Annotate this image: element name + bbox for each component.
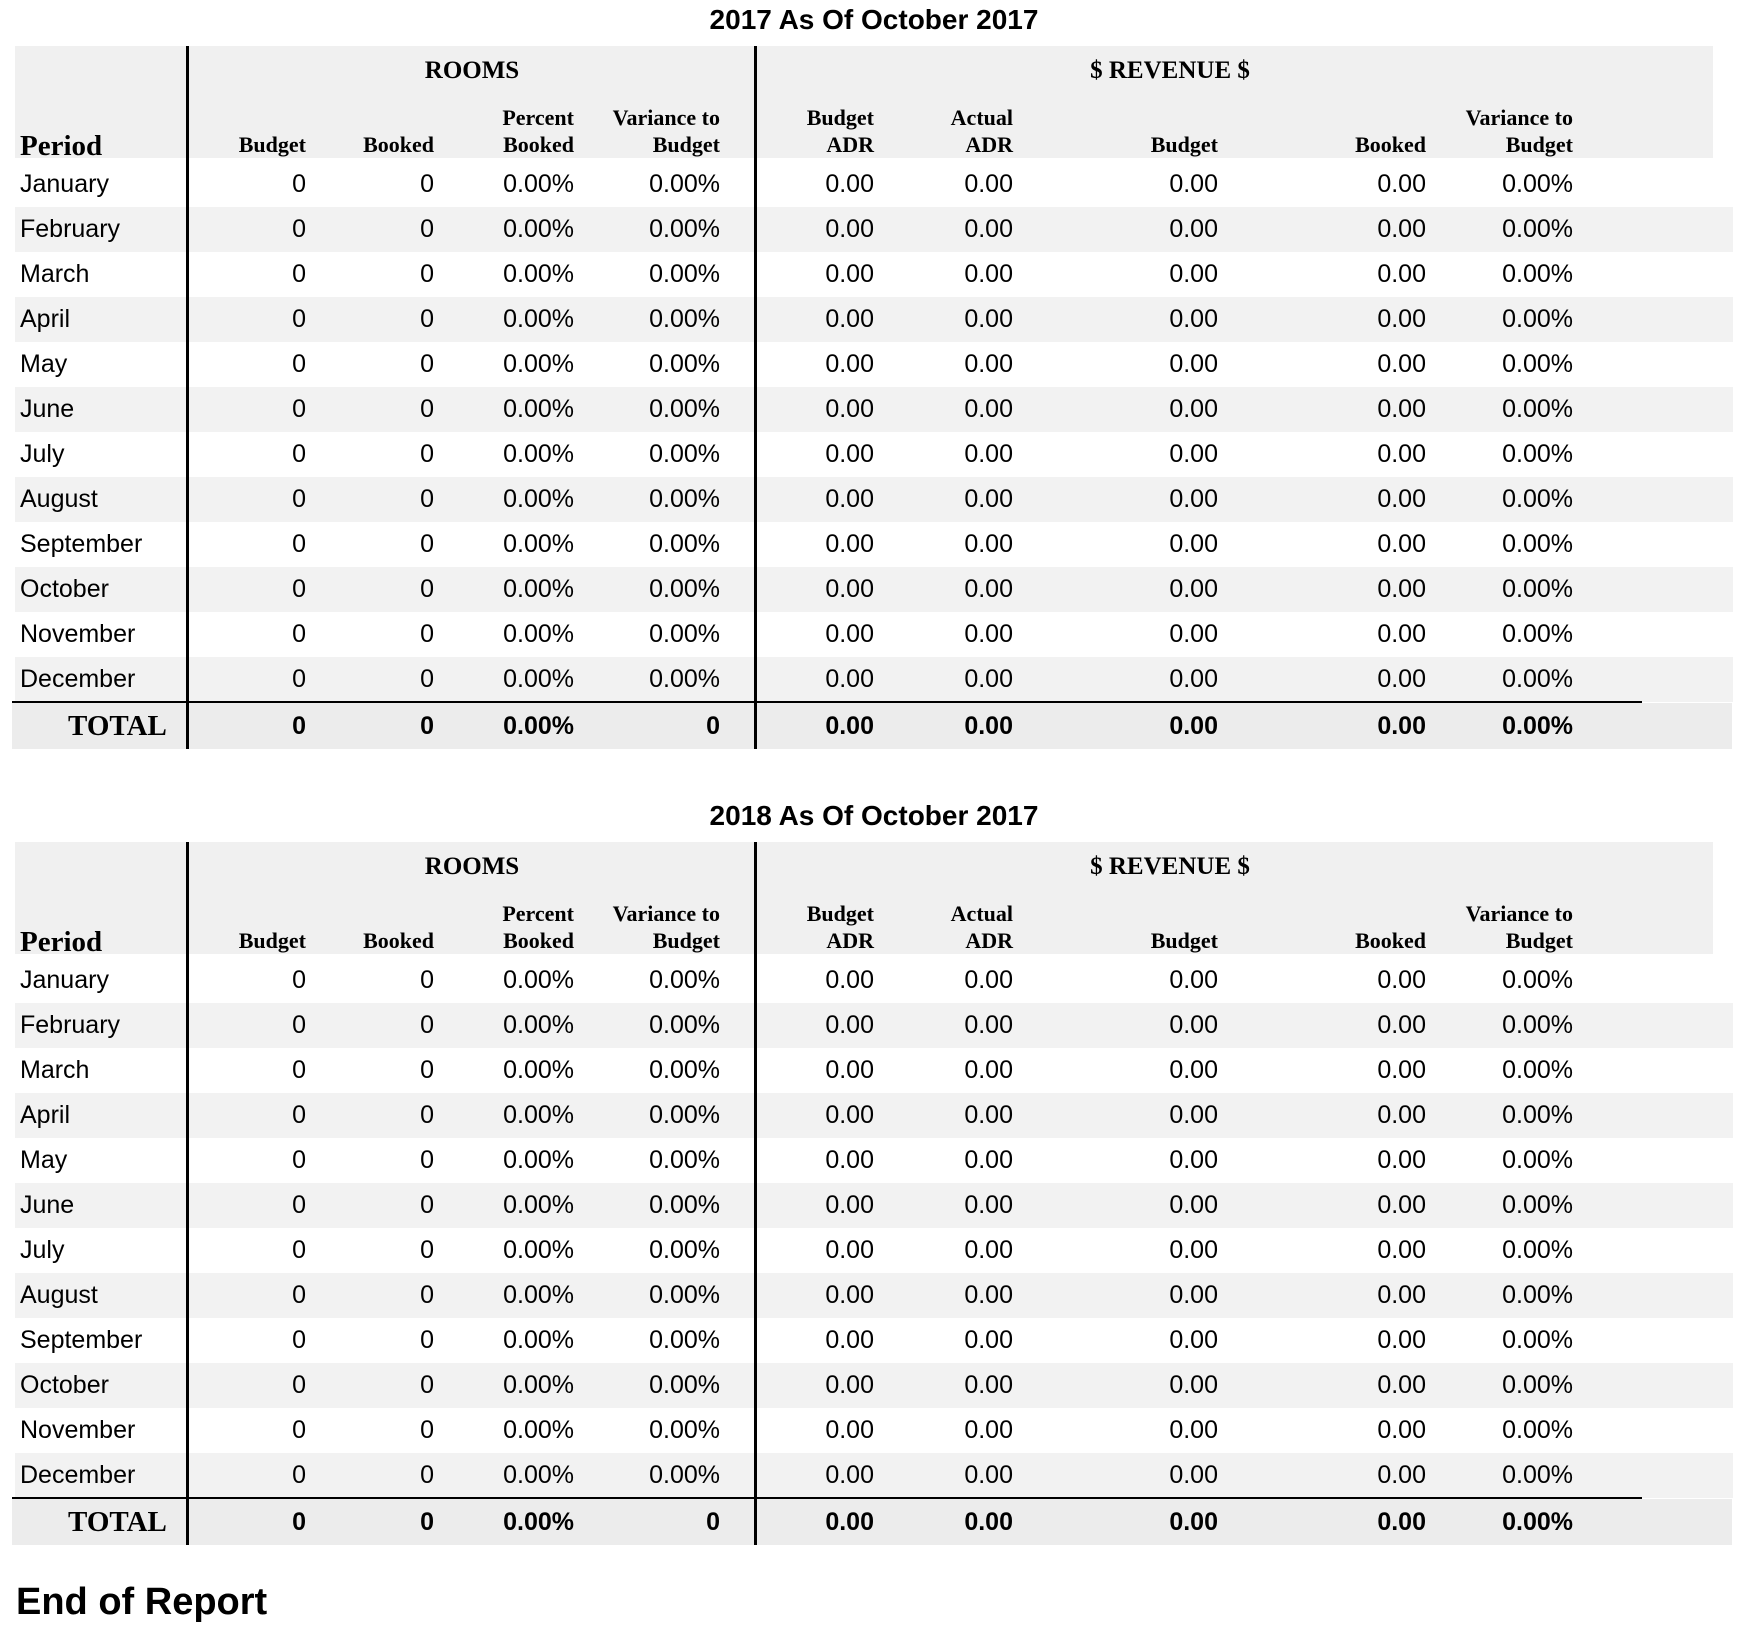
rooms-revenue-divider-line <box>754 842 757 1545</box>
value-cell: 0.00 <box>1377 1011 1426 1039</box>
section-title: 2018 As Of October 2017 <box>709 800 1039 831</box>
period-cell: July <box>20 1236 65 1264</box>
period-cell: April <box>20 305 71 333</box>
value-cell: 0 <box>292 575 306 603</box>
value-cell: 0.00% <box>503 395 574 423</box>
value-cell: 0.00 <box>1169 1461 1218 1489</box>
total-value-cell: 0.00% <box>503 712 574 740</box>
column-header: Actual ADR <box>950 105 1013 157</box>
value-cell: 0.00 <box>964 1281 1013 1309</box>
total-value-cell: 0.00 <box>1377 712 1426 740</box>
value-cell: 0.00 <box>825 350 874 378</box>
value-cell: 0.00 <box>825 1056 874 1084</box>
total-label: TOTAL <box>68 1506 167 1538</box>
period-cell: April <box>20 1101 71 1129</box>
value-cell: 0.00% <box>503 215 574 243</box>
value-cell: 0.00 <box>1377 1281 1426 1309</box>
total-value-cell: 0.00 <box>1377 1508 1426 1536</box>
value-cell: 0.00 <box>1377 1056 1426 1084</box>
value-cell: 0 <box>292 215 306 243</box>
value-cell: 0.00% <box>503 1146 574 1174</box>
value-cell: 0.00% <box>649 215 720 243</box>
value-cell: 0.00% <box>1502 260 1573 288</box>
value-cell: 0.00 <box>825 440 874 468</box>
period-cell: October <box>20 575 109 603</box>
value-cell: 0.00 <box>1169 170 1218 198</box>
value-cell: 0.00% <box>1502 1101 1573 1129</box>
value-cell: 0.00% <box>649 1236 720 1264</box>
value-cell: 0.00 <box>1377 485 1426 513</box>
value-cell: 0.00 <box>1169 395 1218 423</box>
value-cell: 0.00% <box>503 170 574 198</box>
value-cell: 0.00% <box>1502 440 1573 468</box>
value-cell: 0.00 <box>1169 1146 1218 1174</box>
column-header: Variance to Budget <box>612 901 720 953</box>
period-cell: June <box>20 1191 75 1219</box>
value-cell: 0.00% <box>649 1191 720 1219</box>
value-cell: 0 <box>420 215 434 243</box>
value-cell: 0.00% <box>1502 665 1573 693</box>
value-cell: 0.00 <box>1169 305 1218 333</box>
value-cell: 0.00% <box>503 620 574 648</box>
value-cell: 0.00 <box>825 485 874 513</box>
value-cell: 0.00% <box>503 966 574 994</box>
value-cell: 0.00 <box>1377 170 1426 198</box>
value-cell: 0 <box>420 305 434 333</box>
value-cell: 0.00 <box>964 1146 1013 1174</box>
value-cell: 0.00% <box>649 260 720 288</box>
value-cell: 0.00 <box>964 395 1013 423</box>
value-cell: 0 <box>420 665 434 693</box>
value-cell: 0 <box>420 1416 434 1444</box>
value-cell: 0.00 <box>1377 575 1426 603</box>
value-cell: 0 <box>292 1416 306 1444</box>
value-cell: 0.00 <box>964 620 1013 648</box>
value-cell: 0.00 <box>1169 1011 1218 1039</box>
value-cell: 0 <box>292 1146 306 1174</box>
value-cell: 0.00 <box>825 395 874 423</box>
period-cell: December <box>20 665 136 693</box>
value-cell: 0.00 <box>1377 530 1426 558</box>
value-cell: 0.00 <box>1169 1101 1218 1129</box>
value-cell: 0.00 <box>1377 665 1426 693</box>
value-cell: 0.00% <box>1502 305 1573 333</box>
value-cell: 0.00% <box>649 1056 720 1084</box>
column-header: Budget ADR <box>806 901 874 953</box>
value-cell: 0.00 <box>1169 530 1218 558</box>
value-cell: 0 <box>420 966 434 994</box>
value-cell: 0 <box>292 1236 306 1264</box>
total-separator-line <box>12 1497 1642 1499</box>
total-value-cell: 0.00 <box>825 1508 874 1536</box>
value-cell: 0.00% <box>649 1101 720 1129</box>
value-cell: 0 <box>292 966 306 994</box>
value-cell: 0.00 <box>825 1011 874 1039</box>
value-cell: 0.00% <box>1502 1191 1573 1219</box>
value-cell: 0.00% <box>1502 1011 1573 1039</box>
column-header: Budget <box>1150 928 1218 953</box>
value-cell: 0 <box>292 260 306 288</box>
value-cell: 0.00% <box>503 1011 574 1039</box>
value-cell: 0 <box>292 1101 306 1129</box>
value-cell: 0.00 <box>1169 620 1218 648</box>
report-section <box>0 0 1748 760</box>
value-cell: 0.00% <box>649 440 720 468</box>
value-cell: 0.00% <box>503 1326 574 1354</box>
total-value-cell: 0.00 <box>1169 1508 1218 1536</box>
value-cell: 0.00% <box>503 1371 574 1399</box>
column-header: Variance to Budget <box>1465 105 1573 157</box>
period-cell: August <box>20 485 98 513</box>
total-value-cell: 0.00 <box>1169 712 1218 740</box>
total-value-cell: 0.00% <box>1502 712 1573 740</box>
value-cell: 0.00% <box>1502 530 1573 558</box>
value-cell: 0 <box>292 1191 306 1219</box>
period-cell: July <box>20 440 65 468</box>
value-cell: 0.00 <box>1169 1056 1218 1084</box>
value-cell: 0.00 <box>1377 215 1426 243</box>
value-cell: 0.00% <box>503 1416 574 1444</box>
value-cell: 0.00 <box>1377 1191 1426 1219</box>
value-cell: 0 <box>292 1461 306 1489</box>
column-header: Actual ADR <box>950 901 1013 953</box>
column-header: Booked <box>363 132 434 157</box>
value-cell: 0.00 <box>964 215 1013 243</box>
value-cell: 0.00% <box>1502 170 1573 198</box>
revenue-group-header: $ REVENUE $ <box>1090 853 1250 880</box>
value-cell: 0.00 <box>964 966 1013 994</box>
value-cell: 0.00 <box>1377 1101 1426 1129</box>
value-cell: 0.00 <box>1377 350 1426 378</box>
value-cell: 0.00 <box>825 620 874 648</box>
column-header: Budget <box>1150 132 1218 157</box>
value-cell: 0 <box>420 575 434 603</box>
value-cell: 0 <box>420 350 434 378</box>
value-cell: 0.00 <box>825 1326 874 1354</box>
total-value-cell: 0 <box>292 712 306 740</box>
value-cell: 0.00 <box>964 350 1013 378</box>
value-cell: 0.00% <box>503 485 574 513</box>
value-cell: 0.00 <box>1377 1461 1426 1489</box>
value-cell: 0 <box>420 530 434 558</box>
value-cell: 0 <box>292 350 306 378</box>
value-cell: 0.00 <box>1169 1371 1218 1399</box>
column-header: Variance to Budget <box>1465 901 1573 953</box>
value-cell: 0.00% <box>503 575 574 603</box>
value-cell: 0.00 <box>825 1461 874 1489</box>
value-cell: 0.00% <box>649 350 720 378</box>
value-cell: 0.00 <box>964 1236 1013 1264</box>
period-cell: December <box>20 1461 136 1489</box>
value-cell: 0.00% <box>503 1281 574 1309</box>
total-value-cell: 0 <box>420 1508 434 1536</box>
value-cell: 0.00 <box>1377 1371 1426 1399</box>
total-value-cell: 0 <box>706 712 720 740</box>
period-cell: May <box>20 350 68 378</box>
value-cell: 0.00% <box>503 1056 574 1084</box>
column-header: Variance to Budget <box>612 105 720 157</box>
value-cell: 0.00% <box>649 1281 720 1309</box>
value-cell: 0.00% <box>503 260 574 288</box>
value-cell: 0.00% <box>1502 485 1573 513</box>
value-cell: 0.00 <box>964 305 1013 333</box>
value-cell: 0.00 <box>1169 1236 1218 1264</box>
value-cell: 0.00 <box>825 215 874 243</box>
value-cell: 0.00 <box>1169 260 1218 288</box>
value-cell: 0.00 <box>1169 966 1218 994</box>
value-cell: 0.00% <box>649 966 720 994</box>
value-cell: 0.00 <box>1377 395 1426 423</box>
value-cell: 0 <box>420 1146 434 1174</box>
column-header: Percent Booked <box>502 901 574 953</box>
value-cell: 0.00 <box>825 1146 874 1174</box>
value-cell: 0.00 <box>1169 1416 1218 1444</box>
value-cell: 0.00 <box>1377 1146 1426 1174</box>
value-cell: 0.00 <box>964 530 1013 558</box>
value-cell: 0 <box>420 1101 434 1129</box>
value-cell: 0.00% <box>649 1461 720 1489</box>
value-cell: 0.00% <box>649 485 720 513</box>
value-cell: 0.00 <box>964 575 1013 603</box>
value-cell: 0 <box>292 1281 306 1309</box>
period-cell: October <box>20 1371 109 1399</box>
value-cell: 0 <box>292 1326 306 1354</box>
period-cell: February <box>20 1011 121 1039</box>
value-cell: 0.00 <box>964 1101 1013 1129</box>
value-cell: 0 <box>292 395 306 423</box>
value-cell: 0 <box>420 1281 434 1309</box>
value-cell: 0.00% <box>1502 966 1573 994</box>
value-cell: 0.00% <box>1502 1371 1573 1399</box>
value-cell: 0.00% <box>649 305 720 333</box>
value-cell: 0 <box>420 1461 434 1489</box>
value-cell: 0.00% <box>503 530 574 558</box>
value-cell: 0.00 <box>964 260 1013 288</box>
period-cell: August <box>20 1281 98 1309</box>
column-header: Booked <box>1355 132 1426 157</box>
value-cell: 0 <box>420 1326 434 1354</box>
rooms-group-header: ROOMS <box>424 57 520 84</box>
value-cell: 0.00 <box>964 1416 1013 1444</box>
value-cell: 0.00 <box>1169 215 1218 243</box>
value-cell: 0.00% <box>503 440 574 468</box>
value-cell: 0.00% <box>649 170 720 198</box>
value-cell: 0.00 <box>825 1191 874 1219</box>
period-divider-line <box>186 842 189 1545</box>
period-cell: November <box>20 1416 136 1444</box>
value-cell: 0.00% <box>649 1416 720 1444</box>
period-divider-line <box>186 46 189 749</box>
value-cell: 0.00 <box>1377 1416 1426 1444</box>
total-value-cell: 0 <box>420 712 434 740</box>
end-of-report: End of Report <box>16 1581 268 1623</box>
value-cell: 0.00 <box>1169 350 1218 378</box>
period-cell: March <box>20 1056 90 1084</box>
value-cell: 0.00% <box>649 1371 720 1399</box>
value-cell: 0.00% <box>649 575 720 603</box>
value-cell: 0.00% <box>1502 620 1573 648</box>
value-cell: 0.00 <box>825 1371 874 1399</box>
total-separator-line <box>12 701 1642 703</box>
value-cell: 0.00 <box>964 485 1013 513</box>
value-cell: 0.00% <box>1502 1056 1573 1084</box>
period-cell: September <box>20 1326 143 1354</box>
value-cell: 0 <box>292 1056 306 1084</box>
value-cell: 0.00 <box>964 1461 1013 1489</box>
value-cell: 0 <box>420 620 434 648</box>
total-value-cell: 0 <box>706 1508 720 1536</box>
value-cell: 0.00 <box>825 966 874 994</box>
value-cell: 0.00% <box>1502 215 1573 243</box>
value-cell: 0 <box>292 170 306 198</box>
column-header: Booked <box>363 928 434 953</box>
value-cell: 0.00% <box>1502 575 1573 603</box>
value-cell: 0.00% <box>649 620 720 648</box>
value-cell: 0.00% <box>503 1461 574 1489</box>
value-cell: 0.00 <box>964 1326 1013 1354</box>
column-header: Budget <box>238 928 306 953</box>
value-cell: 0.00 <box>1377 305 1426 333</box>
total-value-cell: 0.00% <box>503 1508 574 1536</box>
value-cell: 0.00 <box>964 1371 1013 1399</box>
period-cell: November <box>20 620 136 648</box>
period-cell: June <box>20 395 75 423</box>
value-cell: 0.00 <box>825 1281 874 1309</box>
column-header: Percent Booked <box>502 105 574 157</box>
value-cell: 0 <box>420 170 434 198</box>
value-cell: 0.00 <box>825 305 874 333</box>
value-cell: 0.00 <box>1169 485 1218 513</box>
value-cell: 0 <box>420 1056 434 1084</box>
period-cell: January <box>20 966 109 994</box>
rooms-revenue-divider-line <box>754 46 757 749</box>
value-cell: 0.00% <box>1502 1281 1573 1309</box>
section-title: 2017 As Of October 2017 <box>709 4 1039 35</box>
value-cell: 0.00% <box>503 665 574 693</box>
value-cell: 0.00 <box>964 665 1013 693</box>
value-cell: 0.00% <box>649 665 720 693</box>
value-cell: 0 <box>292 620 306 648</box>
value-cell: 0.00 <box>825 575 874 603</box>
period-cell: May <box>20 1146 68 1174</box>
value-cell: 0.00% <box>649 530 720 558</box>
value-cell: 0.00 <box>1377 1326 1426 1354</box>
total-value-cell: 0.00 <box>964 712 1013 740</box>
value-cell: 0.00% <box>1502 1326 1573 1354</box>
total-value-cell: 0.00% <box>1502 1508 1573 1536</box>
value-cell: 0.00% <box>1502 395 1573 423</box>
value-cell: 0.00 <box>825 170 874 198</box>
value-cell: 0.00 <box>1169 665 1218 693</box>
value-cell: 0.00 <box>825 1416 874 1444</box>
column-header: Budget <box>238 132 306 157</box>
value-cell: 0.00% <box>1502 1461 1573 1489</box>
value-cell: 0 <box>420 395 434 423</box>
total-value-cell: 0.00 <box>964 1508 1013 1536</box>
value-cell: 0 <box>420 485 434 513</box>
value-cell: 0.00% <box>1502 1236 1573 1264</box>
value-cell: 0 <box>292 440 306 468</box>
total-value-cell: 0.00 <box>825 712 874 740</box>
value-cell: 0.00 <box>1377 620 1426 648</box>
value-cell: 0.00 <box>1377 260 1426 288</box>
value-cell: 0.00% <box>1502 350 1573 378</box>
value-cell: 0.00% <box>503 1191 574 1219</box>
value-cell: 0.00 <box>825 260 874 288</box>
revenue-group-header: $ REVENUE $ <box>1090 57 1250 84</box>
value-cell: 0 <box>420 440 434 468</box>
value-cell: 0 <box>292 530 306 558</box>
value-cell: 0.00 <box>964 1011 1013 1039</box>
value-cell: 0.00 <box>1169 1191 1218 1219</box>
value-cell: 0 <box>292 305 306 333</box>
value-cell: 0.00 <box>1377 440 1426 468</box>
value-cell: 0.00% <box>649 395 720 423</box>
value-cell: 0.00 <box>825 1101 874 1129</box>
period-column-header: Period <box>20 130 103 162</box>
value-cell: 0.00% <box>1502 1146 1573 1174</box>
value-cell: 0.00% <box>503 350 574 378</box>
value-cell: 0.00 <box>964 440 1013 468</box>
value-cell: 0.00 <box>1377 1236 1426 1264</box>
value-cell: 0.00 <box>964 170 1013 198</box>
value-cell: 0.00% <box>649 1326 720 1354</box>
period-cell: September <box>20 530 143 558</box>
value-cell: 0 <box>420 1371 434 1399</box>
value-cell: 0 <box>420 1011 434 1039</box>
value-cell: 0.00 <box>964 1056 1013 1084</box>
value-cell: 0.00% <box>503 1101 574 1129</box>
value-cell: 0 <box>292 665 306 693</box>
value-cell: 0.00% <box>503 305 574 333</box>
value-cell: 0.00 <box>1169 440 1218 468</box>
value-cell: 0.00% <box>1502 1416 1573 1444</box>
value-cell: 0 <box>292 1011 306 1039</box>
value-cell: 0.00 <box>825 665 874 693</box>
total-value-cell: 0 <box>292 1508 306 1536</box>
value-cell: 0 <box>292 1371 306 1399</box>
value-cell: 0.00% <box>649 1146 720 1174</box>
value-cell: 0.00% <box>503 1236 574 1264</box>
report-section <box>0 796 1748 1556</box>
total-label: TOTAL <box>68 710 167 742</box>
period-column-header: Period <box>20 926 103 958</box>
column-header: Booked <box>1355 928 1426 953</box>
value-cell: 0.00 <box>825 1236 874 1264</box>
value-cell: 0.00 <box>1169 575 1218 603</box>
value-cell: 0.00 <box>825 530 874 558</box>
rooms-group-header: ROOMS <box>424 853 520 880</box>
value-cell: 0.00 <box>1169 1281 1218 1309</box>
value-cell: 0 <box>292 485 306 513</box>
value-cell: 0.00% <box>649 1011 720 1039</box>
value-cell: 0.00 <box>1169 1326 1218 1354</box>
value-cell: 0.00 <box>964 1191 1013 1219</box>
column-header: Budget ADR <box>806 105 874 157</box>
value-cell: 0 <box>420 1191 434 1219</box>
value-cell: 0 <box>420 260 434 288</box>
value-cell: 0 <box>420 1236 434 1264</box>
period-cell: February <box>20 215 121 243</box>
value-cell: 0.00 <box>1377 966 1426 994</box>
period-cell: March <box>20 260 90 288</box>
period-cell: January <box>20 170 109 198</box>
